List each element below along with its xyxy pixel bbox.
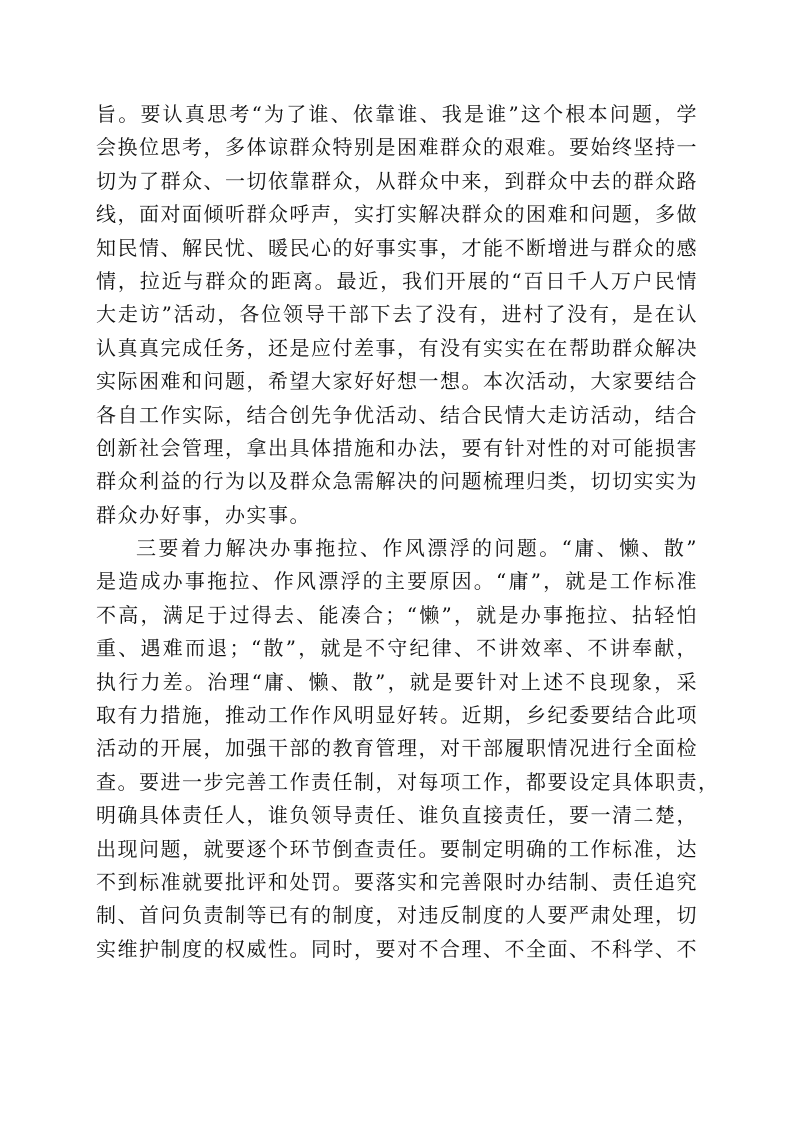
- text-line: 活动的开展，加强干部的教育管理，对干部履职情况进行全面检: [96, 736, 698, 761]
- text-line: 认真真完成任务，还是应付差事，有没有实实在在帮助群众解决: [96, 335, 698, 360]
- text-line: 群众利益的行为以及群众急需解决的问题梳理归类，切切实实为: [96, 469, 698, 494]
- text-line: 查。要进一步完善工作责任制，对每项工作，都要设定具体职责，: [96, 769, 720, 794]
- text-line: 是造成办事拖拉、作风漂浮的主要原因。“庸”，就是工作标准: [96, 569, 698, 594]
- text-line: 出现问题，就要逐个环节倒查责任。要制定明确的工作标准，达: [96, 836, 698, 861]
- text-line: 情，拉近与群众的距离。最近，我们开展的“百日千人万户民情: [96, 268, 698, 293]
- text-line: 知民情、解民忧、暖民心的好事实事，才能不断增进与群众的感: [96, 235, 698, 260]
- paragraph-end-line: 群众办好事，办实事。: [96, 502, 311, 527]
- text-line: 大走访”活动，各位领导干部下去了没有，进村了没有，是在认: [96, 302, 698, 327]
- paragraph-start-line: 三要着力解决办事拖拉、作风漂浮的问题。“庸、懒、散”: [136, 536, 698, 561]
- document-body: [96, 98, 720, 966]
- text-line: 创新社会管理，拿出具体措施和办法，要有针对性的对可能损害: [96, 435, 698, 460]
- text-line: 不高，满足于过得去、能凑合；“懒”，就是办事拖拉、拈轻怕: [96, 602, 698, 627]
- text-line: 不到标准就要批评和处罚。要落实和完善限时办结制、责任追究: [96, 869, 698, 894]
- text-line: 线，面对面倾听群众呼声，实打实解决群众的困难和问题，多做: [96, 202, 698, 227]
- text-line: 重、遇难而退；“散”，就是不守纪律、不讲效率、不讲奉献，: [96, 636, 698, 661]
- text-line: 各自工作实际，结合创先争优活动、结合民情大走访活动，结合: [96, 402, 698, 427]
- text-line: 切为了群众、一切依靠群众，从群众中来，到群众中去的群众路: [96, 168, 698, 193]
- text-line: 会换位思考，多体谅群众特别是困难群众的艰难。要始终坚持一: [96, 135, 698, 160]
- text-line: 实维护制度的权威性。同时，要对不合理、不全面、不科学、不: [96, 936, 698, 961]
- text-line: 取有力措施，推动工作作风明显好转。近期，乡纪委要结合此项: [96, 703, 698, 728]
- text-line: 制、首问负责制等已有的制度，对违反制度的人要严肃处理，切: [96, 903, 698, 928]
- text-line: 明确具体责任人，谁负领导责任、谁负直接责任，要一清二楚，: [96, 803, 698, 828]
- text-line: 旨。要认真思考“为了谁、依靠谁、我是谁”这个根本问题，学: [96, 102, 698, 126]
- text-line: 实际困难和问题，希望大家好好想一想。本次活动，大家要结合: [96, 369, 698, 394]
- text-line: 执行力差。治理“庸、懒、散”，就是要针对上述不良现象，采: [96, 669, 698, 694]
